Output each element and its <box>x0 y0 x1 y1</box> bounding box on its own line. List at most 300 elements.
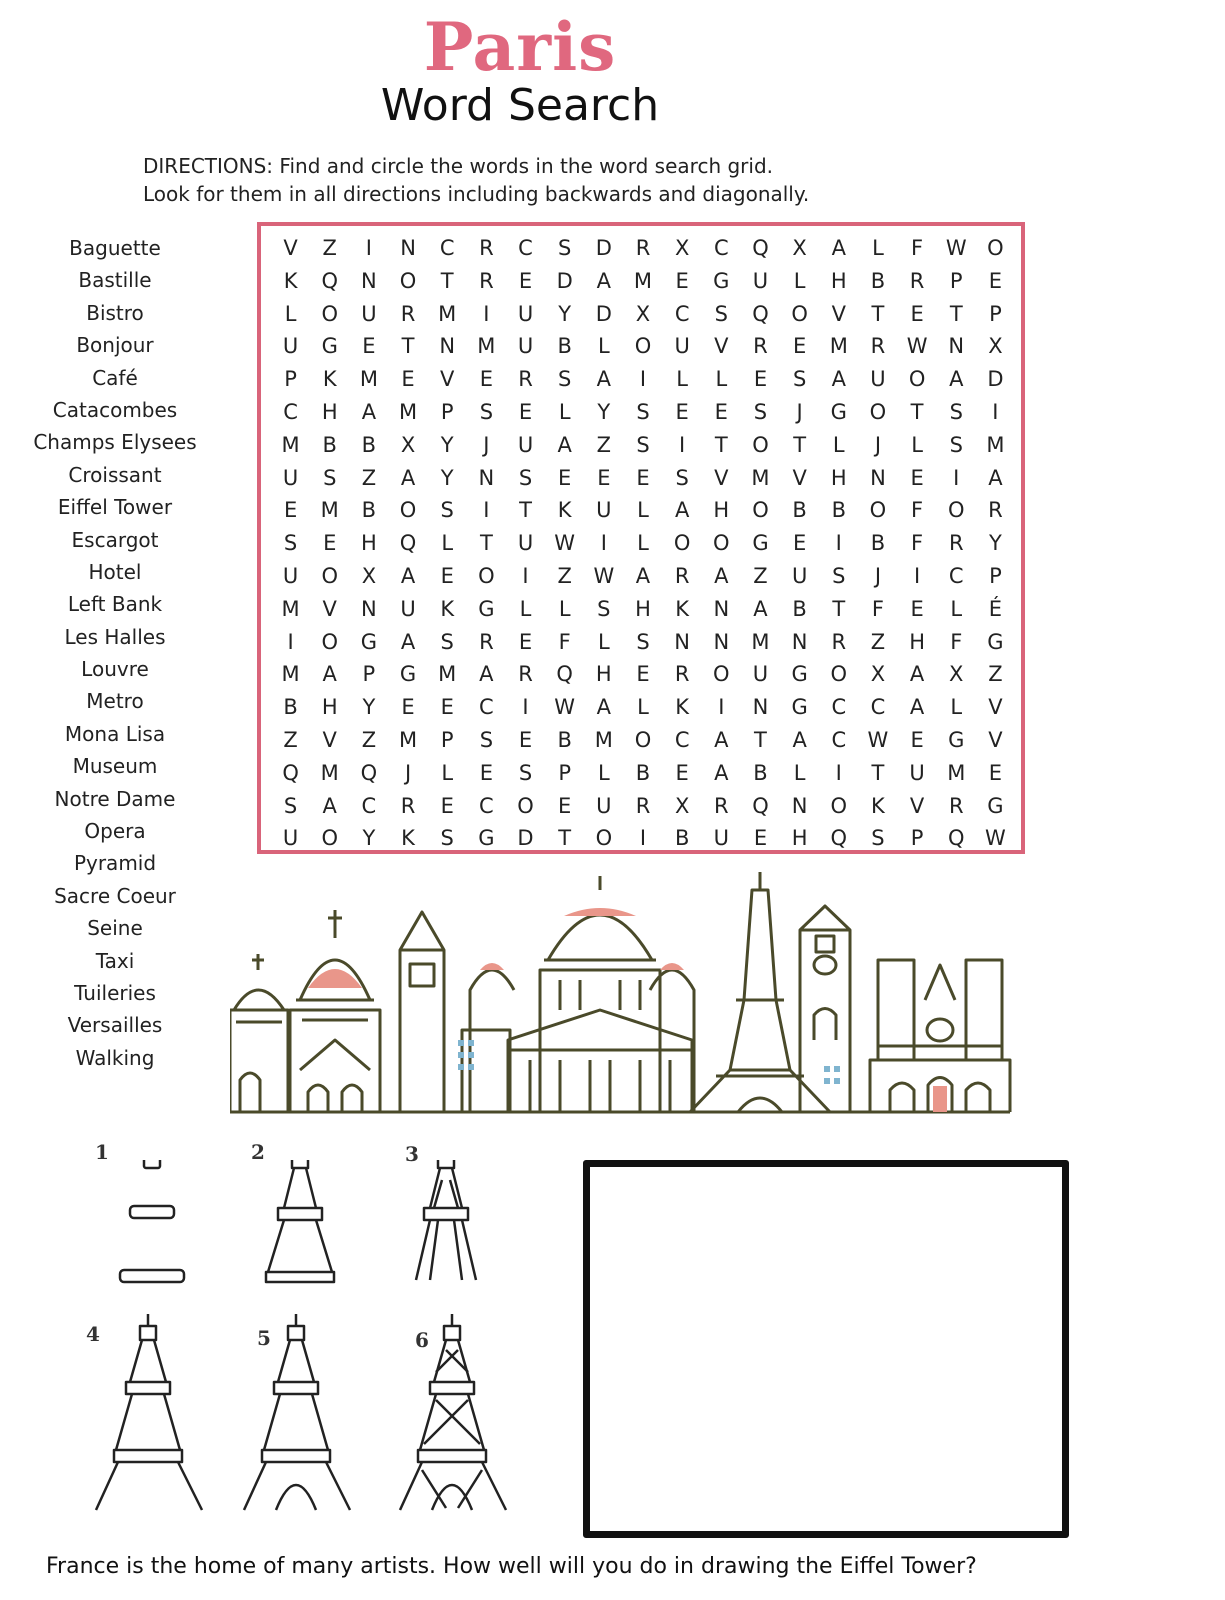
grid-letter[interactable]: E <box>988 760 1003 785</box>
grid-letter[interactable]: M <box>477 334 496 359</box>
grid-letter[interactable]: T <box>479 531 493 556</box>
grid-letter[interactable]: I <box>522 563 529 588</box>
grid-letter[interactable]: A <box>674 498 690 523</box>
grid-letter[interactable]: P <box>989 301 1002 326</box>
grid-letter[interactable]: O <box>321 629 338 654</box>
grid-letter[interactable]: Q <box>360 760 378 785</box>
grid-letter[interactable]: Z <box>988 662 1003 687</box>
grid-letter[interactable]: A <box>909 662 925 687</box>
grid-letter[interactable]: S <box>440 826 454 851</box>
grid-letter[interactable]: L <box>441 531 454 556</box>
grid-letter[interactable]: S <box>714 301 728 326</box>
grid-letter[interactable]: A <box>322 793 337 818</box>
grid-letter[interactable]: Y <box>440 465 454 490</box>
grid-letter[interactable]: M <box>594 727 613 752</box>
grid-letter[interactable]: B <box>322 432 337 457</box>
grid-letter[interactable]: B <box>361 432 377 457</box>
grid-letter[interactable]: R <box>831 629 847 654</box>
grid-letter[interactable]: E <box>792 531 807 556</box>
grid-letter[interactable]: V <box>988 695 1003 720</box>
grid-letter[interactable]: S <box>871 826 885 851</box>
grid-letter[interactable]: N <box>752 695 769 720</box>
grid-letter[interactable]: U <box>752 268 769 293</box>
grid-letter[interactable]: W <box>945 236 967 260</box>
grid-letter[interactable]: Y <box>362 695 376 720</box>
grid-letter[interactable]: L <box>558 399 571 424</box>
grid-letter[interactable]: A <box>400 465 416 490</box>
grid-letter[interactable]: V <box>988 727 1003 752</box>
grid-letter[interactable]: B <box>792 498 807 523</box>
grid-letter[interactable]: S <box>518 760 533 785</box>
grid-letter[interactable]: G <box>948 727 965 752</box>
grid-letter[interactable]: Y <box>362 826 376 851</box>
grid-letter[interactable]: L <box>441 760 454 785</box>
grid-letter[interactable]: M <box>751 629 770 654</box>
grid-letter[interactable]: U <box>361 301 377 326</box>
grid-letter[interactable]: R <box>674 563 690 588</box>
grid-letter[interactable]: F <box>558 629 571 654</box>
grid-letter[interactable]: F <box>950 629 963 654</box>
grid-letter[interactable]: K <box>871 793 885 818</box>
grid-letter[interactable]: A <box>714 563 729 588</box>
grid-letter[interactable]: Z <box>870 629 886 654</box>
grid-letter[interactable]: A <box>988 465 1003 490</box>
grid-letter[interactable]: O <box>321 301 338 326</box>
grid-letter[interactable]: W <box>554 695 576 720</box>
grid-letter[interactable]: Z <box>753 563 768 588</box>
grid-letter[interactable]: C <box>518 236 533 260</box>
grid-letter[interactable]: N <box>791 793 808 818</box>
grid-letter[interactable]: S <box>283 531 298 556</box>
grid-letter[interactable]: F <box>911 236 924 260</box>
grid-letter[interactable]: L <box>597 334 610 359</box>
grid-letter[interactable]: O <box>673 531 691 556</box>
grid-letter[interactable]: S <box>636 629 650 654</box>
grid-letter[interactable]: N <box>439 334 456 359</box>
grid-letter[interactable]: Q <box>752 301 769 326</box>
grid-letter[interactable]: L <box>284 301 297 326</box>
grid-letter[interactable]: Y <box>988 531 1002 556</box>
grid-letter[interactable]: S <box>558 236 572 260</box>
grid-letter[interactable]: N <box>400 236 416 260</box>
grid-letter[interactable]: Z <box>557 563 572 588</box>
grid-letter[interactable]: O <box>752 432 769 457</box>
grid-letter[interactable]: K <box>283 268 298 293</box>
grid-letter[interactable]: E <box>636 662 650 687</box>
grid-letter[interactable]: Q <box>752 793 769 818</box>
grid-letter[interactable]: G <box>321 334 338 359</box>
grid-letter[interactable]: E <box>440 793 454 818</box>
grid-letter[interactable]: I <box>365 236 372 260</box>
grid-letter[interactable]: V <box>831 301 846 326</box>
grid-letter[interactable]: X <box>949 662 964 687</box>
grid-letter[interactable]: H <box>791 826 808 851</box>
grid-letter[interactable]: Z <box>361 727 377 752</box>
grid-letter[interactable]: U <box>909 760 925 785</box>
grid-letter[interactable]: O <box>869 498 887 523</box>
grid-letter[interactable]: N <box>948 334 965 359</box>
grid-letter[interactable]: S <box>636 432 650 457</box>
grid-letter[interactable]: E <box>910 465 924 490</box>
grid-letter[interactable]: I <box>718 695 725 720</box>
grid-letter[interactable]: G <box>713 268 730 293</box>
grid-letter[interactable]: Q <box>752 236 769 260</box>
grid-letter[interactable]: S <box>597 596 611 621</box>
grid-letter[interactable]: T <box>871 301 885 326</box>
grid-letter[interactable]: A <box>792 727 807 752</box>
grid-letter[interactable]: G <box>791 662 808 687</box>
grid-letter[interactable]: N <box>674 629 691 654</box>
grid-letter[interactable]: E <box>518 399 533 424</box>
grid-letter[interactable]: T <box>910 399 924 424</box>
grid-letter[interactable]: H <box>830 465 847 490</box>
grid-letter[interactable]: H <box>360 531 377 556</box>
grid-letter[interactable]: S <box>832 563 846 588</box>
grid-letter[interactable]: U <box>713 826 729 851</box>
grid-letter[interactable]: B <box>831 498 846 523</box>
grid-letter[interactable]: E <box>910 301 924 326</box>
grid-letter[interactable]: R <box>988 498 1003 523</box>
grid-letter[interactable]: B <box>635 760 651 785</box>
grid-letter[interactable]: G <box>987 629 1004 654</box>
grid-letter[interactable]: S <box>283 793 298 818</box>
grid-letter[interactable]: P <box>284 367 297 392</box>
grid-letter[interactable]: A <box>596 695 612 720</box>
grid-letter[interactable]: M <box>398 727 418 752</box>
grid-letter[interactable]: P <box>440 727 454 752</box>
grid-letter[interactable]: X <box>870 662 886 687</box>
grid-letter[interactable]: A <box>479 662 494 687</box>
grid-letter[interactable]: R <box>479 236 494 260</box>
grid-letter[interactable]: V <box>792 465 807 490</box>
grid-letter[interactable]: P <box>989 563 1002 588</box>
grid-letter[interactable]: I <box>483 301 490 326</box>
grid-letter[interactable]: K <box>675 596 690 621</box>
grid-letter[interactable]: U <box>517 301 534 326</box>
grid-letter[interactable]: I <box>522 695 529 720</box>
grid-letter[interactable]: X <box>792 236 807 260</box>
grid-letter[interactable]: V <box>714 334 729 359</box>
grid-letter[interactable]: R <box>635 236 651 260</box>
grid-letter[interactable]: C <box>831 727 847 752</box>
grid-letter[interactable]: Y <box>597 399 611 424</box>
grid-letter[interactable]: E <box>518 727 533 752</box>
grid-letter[interactable]: D <box>595 301 612 326</box>
grid-letter[interactable]: I <box>953 465 960 490</box>
grid-letter[interactable]: I <box>992 399 999 424</box>
grid-letter[interactable]: C <box>674 727 690 752</box>
grid-letter[interactable]: O <box>517 793 534 818</box>
grid-letter[interactable]: E <box>440 695 454 720</box>
grid-letter[interactable]: I <box>679 432 686 457</box>
grid-letter[interactable]: S <box>440 629 454 654</box>
grid-letter[interactable]: E <box>636 465 650 490</box>
grid-letter[interactable]: V <box>909 793 925 818</box>
grid-letter[interactable]: O <box>987 236 1004 260</box>
grid-letter[interactable]: O <box>478 563 495 588</box>
grid-letter[interactable]: X <box>361 563 377 588</box>
grid-letter[interactable]: O <box>908 367 926 392</box>
grid-letter[interactable]: I <box>287 629 294 654</box>
grid-letter[interactable]: U <box>517 531 534 556</box>
grid-letter[interactable]: E <box>558 465 572 490</box>
grid-letter[interactable]: A <box>753 596 768 621</box>
grid-letter[interactable]: K <box>557 498 572 523</box>
grid-letter[interactable]: B <box>674 826 690 851</box>
grid-letter[interactable]: C <box>948 563 964 588</box>
grid-letter[interactable]: U <box>282 826 299 851</box>
grid-letter[interactable]: T <box>793 432 807 457</box>
grid-letter[interactable]: E <box>440 563 454 588</box>
grid-letter[interactable]: T <box>401 334 415 359</box>
grid-letter[interactable]: F <box>911 498 924 523</box>
grid-letter[interactable]: I <box>835 760 842 785</box>
grid-letter[interactable]: O <box>830 793 848 818</box>
grid-letter[interactable]: N <box>361 596 377 621</box>
grid-letter[interactable]: O <box>321 563 338 588</box>
grid-letter[interactable]: L <box>637 498 649 523</box>
grid-letter[interactable]: O <box>634 334 652 359</box>
grid-letter[interactable]: A <box>596 367 612 392</box>
grid-letter[interactable]: N <box>478 465 495 490</box>
grid-letter[interactable]: E <box>479 367 493 392</box>
grid-letter[interactable]: M <box>947 760 966 785</box>
grid-letter[interactable]: Y <box>558 301 572 326</box>
grid-letter[interactable]: A <box>400 629 416 654</box>
grid-letter[interactable]: R <box>948 793 964 818</box>
grid-letter[interactable]: A <box>909 695 925 720</box>
grid-letter[interactable]: E <box>910 596 924 621</box>
grid-letter[interactable]: P <box>362 662 376 687</box>
grid-letter[interactable]: V <box>714 465 729 490</box>
grid-letter[interactable]: M <box>829 334 848 359</box>
grid-letter[interactable]: O <box>713 662 730 687</box>
grid-letter[interactable]: W <box>906 334 928 359</box>
grid-letter[interactable]: J <box>483 432 490 457</box>
grid-letter[interactable]: M <box>438 662 457 687</box>
grid-letter[interactable]: C <box>479 793 494 818</box>
grid-letter[interactable]: Z <box>283 727 298 752</box>
grid-letter[interactable]: G <box>987 793 1004 818</box>
grid-letter[interactable]: U <box>282 334 299 359</box>
grid-letter[interactable]: O <box>399 498 417 523</box>
grid-letter[interactable]: K <box>401 826 415 851</box>
grid-letter[interactable]: G <box>478 826 495 851</box>
grid-letter[interactable]: H <box>713 498 730 523</box>
grid-letter[interactable]: R <box>870 334 886 359</box>
grid-letter[interactable]: S <box>949 399 963 424</box>
grid-letter[interactable]: T <box>754 727 767 752</box>
grid-letter[interactable]: V <box>283 236 298 260</box>
grid-letter[interactable]: K <box>322 367 337 392</box>
grid-letter[interactable]: I <box>835 531 842 556</box>
grid-letter[interactable]: H <box>321 695 338 720</box>
grid-letter[interactable]: R <box>948 531 964 556</box>
grid-letter[interactable]: S <box>440 498 454 523</box>
grid-letter[interactable]: Q <box>830 826 848 851</box>
grid-letter[interactable]: É <box>988 596 1003 621</box>
grid-letter[interactable]: R <box>479 629 494 654</box>
grid-letter[interactable]: R <box>635 793 651 818</box>
grid-letter[interactable]: H <box>830 268 847 293</box>
grid-letter[interactable]: A <box>831 236 846 260</box>
grid-letter[interactable]: N <box>791 629 808 654</box>
grid-letter[interactable]: A <box>557 432 572 457</box>
grid-letter[interactable]: Z <box>322 236 337 260</box>
grid-letter[interactable]: K <box>675 695 690 720</box>
grid-letter[interactable]: G <box>478 596 495 621</box>
grid-letter[interactable]: S <box>479 399 494 424</box>
grid-letter[interactable]: H <box>321 399 338 424</box>
drawing-box[interactable] <box>583 1160 1069 1538</box>
grid-letter[interactable]: H <box>635 596 651 621</box>
grid-letter[interactable]: R <box>753 334 768 359</box>
grid-letter[interactable]: H <box>909 629 925 654</box>
grid-letter[interactable]: E <box>910 727 924 752</box>
grid-letter[interactable]: E <box>714 399 728 424</box>
grid-letter[interactable]: B <box>870 531 886 556</box>
grid-letter[interactable]: L <box>872 236 884 260</box>
grid-letter[interactable]: E <box>988 268 1003 293</box>
grid-letter[interactable]: R <box>714 793 729 818</box>
grid-letter[interactable]: U <box>282 563 299 588</box>
grid-letter[interactable]: D <box>987 367 1004 392</box>
grid-letter[interactable]: W <box>985 826 1006 851</box>
grid-letter[interactable]: S <box>479 727 494 752</box>
grid-letter[interactable]: L <box>950 596 963 621</box>
grid-letter[interactable]: M <box>751 465 770 490</box>
grid-letter[interactable]: C <box>283 399 298 424</box>
grid-letter[interactable]: A <box>596 268 612 293</box>
grid-letter[interactable]: T <box>558 826 572 851</box>
grid-letter[interactable]: S <box>753 399 768 424</box>
grid-letter[interactable]: U <box>752 662 769 687</box>
grid-letter[interactable]: G <box>752 531 769 556</box>
grid-letter[interactable]: A <box>322 662 337 687</box>
grid-letter[interactable]: V <box>440 367 455 392</box>
grid-letter[interactable]: M <box>320 498 339 523</box>
grid-letter[interactable]: K <box>440 596 455 621</box>
grid-letter[interactable]: E <box>675 399 689 424</box>
grid-letter[interactable]: U <box>674 334 690 359</box>
grid-letter[interactable]: E <box>479 760 493 785</box>
grid-letter[interactable]: P <box>440 399 454 424</box>
grid-letter[interactable]: A <box>831 367 846 392</box>
grid-letter[interactable]: O <box>947 498 965 523</box>
grid-letter[interactable]: L <box>793 760 806 785</box>
grid-letter[interactable]: S <box>675 465 689 490</box>
grid-letter[interactable]: C <box>713 236 729 260</box>
grid-letter[interactable]: L <box>558 596 571 621</box>
grid-letter[interactable]: U <box>517 432 534 457</box>
grid-letter[interactable]: O <box>830 662 848 687</box>
grid-letter[interactable]: Q <box>947 826 965 851</box>
grid-letter[interactable]: R <box>909 268 925 293</box>
grid-letter[interactable]: N <box>713 629 730 654</box>
grid-letter[interactable]: P <box>949 268 963 293</box>
grid-letter[interactable]: L <box>519 596 532 621</box>
grid-letter[interactable]: A <box>400 563 416 588</box>
grid-letter[interactable]: Q <box>556 662 573 687</box>
grid-letter[interactable]: E <box>753 367 768 392</box>
grid-letter[interactable]: S <box>636 399 650 424</box>
grid-letter[interactable]: E <box>753 826 768 851</box>
grid-letter[interactable]: E <box>518 629 533 654</box>
grid-letter[interactable]: R <box>518 662 533 687</box>
grid-letter[interactable]: G <box>360 629 378 654</box>
grid-letter[interactable]: N <box>361 268 377 293</box>
grid-letter[interactable]: I <box>639 826 647 851</box>
grid-letter[interactable]: B <box>870 268 886 293</box>
grid-letter[interactable]: E <box>597 465 611 490</box>
grid-letter[interactable]: E <box>558 793 572 818</box>
grid-letter[interactable]: Q <box>282 760 299 785</box>
grid-letter[interactable]: B <box>792 596 807 621</box>
grid-letter[interactable]: O <box>791 301 808 326</box>
grid-letter[interactable]: B <box>557 334 572 359</box>
grid-letter[interactable]: T <box>871 760 885 785</box>
grid-letter[interactable]: O <box>595 826 613 851</box>
grid-letter[interactable]: M <box>359 367 378 392</box>
grid-letter[interactable]: S <box>792 367 807 392</box>
grid-letter[interactable]: J <box>796 399 803 424</box>
grid-letter[interactable]: R <box>400 301 416 326</box>
grid-letter[interactable]: X <box>674 793 690 818</box>
grid-letter[interactable]: D <box>595 236 612 260</box>
grid-letter[interactable]: G <box>830 399 847 424</box>
grid-letter[interactable]: C <box>479 695 494 720</box>
grid-letter[interactable]: X <box>674 236 690 260</box>
grid-letter[interactable]: X <box>400 432 416 457</box>
grid-letter[interactable]: T <box>949 301 963 326</box>
grid-letter[interactable]: U <box>596 793 612 818</box>
grid-letter[interactable]: H <box>595 662 612 687</box>
grid-letter[interactable]: L <box>637 695 649 720</box>
grid-letter[interactable]: A <box>714 760 729 785</box>
grid-letter[interactable]: M <box>281 662 300 687</box>
grid-letter[interactable]: R <box>674 662 690 687</box>
grid-letter[interactable]: E <box>675 760 689 785</box>
grid-letter[interactable]: B <box>361 498 377 523</box>
grid-letter[interactable]: I <box>639 367 647 392</box>
grid-letter[interactable]: O <box>399 268 417 293</box>
grid-letter[interactable]: B <box>557 727 572 752</box>
grid-letter[interactable]: R <box>400 793 416 818</box>
grid-letter[interactable]: O <box>752 498 769 523</box>
grid-letter[interactable]: D <box>517 826 534 851</box>
grid-letter[interactable]: L <box>597 760 610 785</box>
grid-letter[interactable]: D <box>556 268 573 293</box>
grid-letter[interactable]: Z <box>361 465 377 490</box>
grid-letter[interactable]: W <box>867 727 889 752</box>
grid-letter[interactable]: O <box>321 826 338 851</box>
grid-letter[interactable]: T <box>714 432 728 457</box>
grid-letter[interactable]: L <box>950 695 963 720</box>
grid-letter[interactable]: A <box>949 367 964 392</box>
grid-letter[interactable]: T <box>832 596 846 621</box>
grid-letter[interactable]: G <box>399 662 417 687</box>
grid-letter[interactable]: S <box>518 465 533 490</box>
grid-letter[interactable]: U <box>870 367 886 392</box>
grid-letter[interactable]: L <box>597 629 610 654</box>
grid-letter[interactable]: C <box>870 695 886 720</box>
grid-letter[interactable]: U <box>596 498 612 523</box>
grid-letter[interactable]: O <box>634 727 652 752</box>
grid-letter[interactable]: Z <box>596 432 612 457</box>
grid-letter[interactable]: I <box>483 498 490 523</box>
grid-letter[interactable]: L <box>832 432 845 457</box>
grid-letter[interactable]: X <box>635 301 651 326</box>
